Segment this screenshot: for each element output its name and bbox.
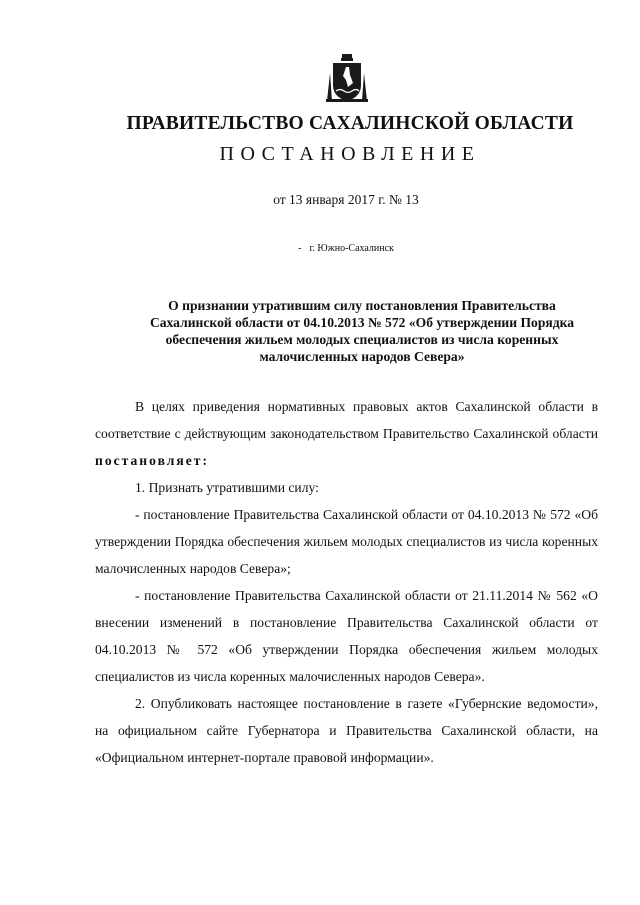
item-1-sub-a: - постановление Правительства Сахалинской области от 04.10.2013 № 572 «Об утверждении Порядка обеспечения жильем молодых специалистов из числа коренных малочисленных народов Севера»; [95,507,598,576]
resolves-word: постановляет: [95,453,209,468]
sakhalin-coat-of-arms-icon [324,53,370,103]
subject-line: обеспечения жильем молодых специалистов из числа коренных [165,332,559,347]
preamble-text: В целях приведения нормативных правовых актов Сахалинской области в соответствие с действующим законодательством Правительство Сахалинской области [95,399,598,441]
city-dash: - [298,243,302,254]
preamble-paragraph [95,393,598,474]
subject-line: малочисленных народов Севера» [259,349,465,364]
decree-body [95,393,598,771]
government-title: ПРАВИТЕЛЬСТВО САХАЛИНСКОЙ ОБЛАСТИ [126,113,574,134]
city-name: г. Южно-Сахалинск [309,243,394,254]
item-1: 1. Признать утратившими силу: [135,480,319,495]
date-and-number: от 13 января 2017 г. № 13 [273,192,419,207]
document-type-title: ПОСТАНОВЛЕНИЕ [219,143,481,165]
subject-line: Сахалинской области от 04.10.2013 № 572 «Об утверждении Порядка [149,315,575,330]
decree-subject [118,297,606,365]
item-1-sub-b: - постановление Правительства Сахалинской области от 21.11.2014 № 562 «О внесении изменений в постановление Правительства Сахалинской области от 04.10.2013 № 572 «Об утверждении Порядка обеспечения жильем молодых специалистов из числа коренных малочисленных народов Севера». [95,588,598,684]
city-line [52,243,640,254]
item-2: 2. Опубликовать настоящее постановление в газете «Губернские ведомости», на официальном сайте Губернатора и Правительства Сахалинской области, на «Официальном интернет-портале правовой информации». [95,696,598,765]
subject-line: О признании утратившим силу постановления Правительства [168,298,556,313]
